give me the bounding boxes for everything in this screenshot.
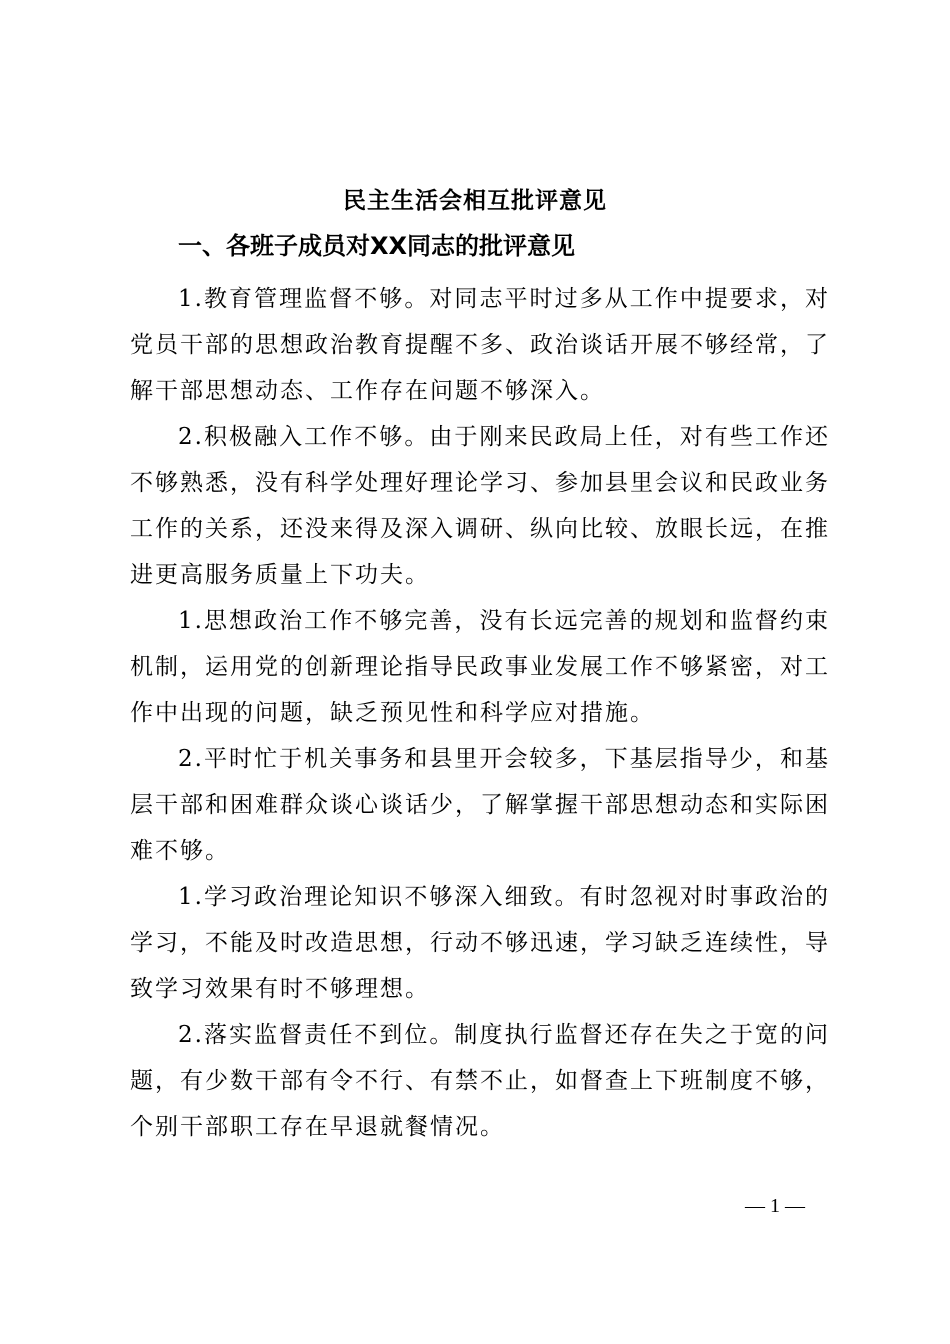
paragraph: 2.落实监督责任不到位。制度执行监督还存在失之于宽的问题，有少数干部有令不行、有禁不止，如督查上下班制度不够，个别干部职工存在早退就餐情况。 <box>130 1022 830 1140</box>
document-title: 民主生活会相互批评意见 <box>343 187 607 214</box>
document-body <box>130 276 830 1150</box>
paragraph: 1.学习政治理论知识不够深入细致。有时忽视对时事政治的学习，不能及时改造思想，行动不够迅速，学习缺乏连续性，导致学习效果有时不够理想。 <box>130 884 830 1002</box>
page-number: — 1 — <box>745 1195 805 1217</box>
paragraph: 1.思想政治工作不够完善，没有长远完善的规划和监督约束机制，运用党的创新理论指导民政事业发展工作不够紧密，对工作中出现的问题，缺乏预见性和科学应对措施。 <box>130 608 830 726</box>
paragraph: 2.积极融入工作不够。由于刚来民政局上任，对有些工作还不够熟悉，没有科学处理好理论学习、参加县里会议和民政业务工作的关系，还没来得及深入调研、纵向比较、放眼长远，在推进更高服务质量上下功夫。 <box>130 424 830 588</box>
section-heading: 一、各班子成员对XX同志的批评意见 <box>178 232 576 260</box>
paragraph: 2.平时忙于机关事务和县里开会较多，下基层指导少，和基层干部和困难群众谈心谈话少，了解掌握干部思想动态和实际困难不够。 <box>130 746 830 864</box>
paragraph: 1.教育管理监督不够。对同志平时过多从工作中提要求，对党员干部的思想政治教育提醒不多、政治谈话开展不够经常，了解干部思想动态、工作存在问题不够深入。 <box>130 286 830 404</box>
